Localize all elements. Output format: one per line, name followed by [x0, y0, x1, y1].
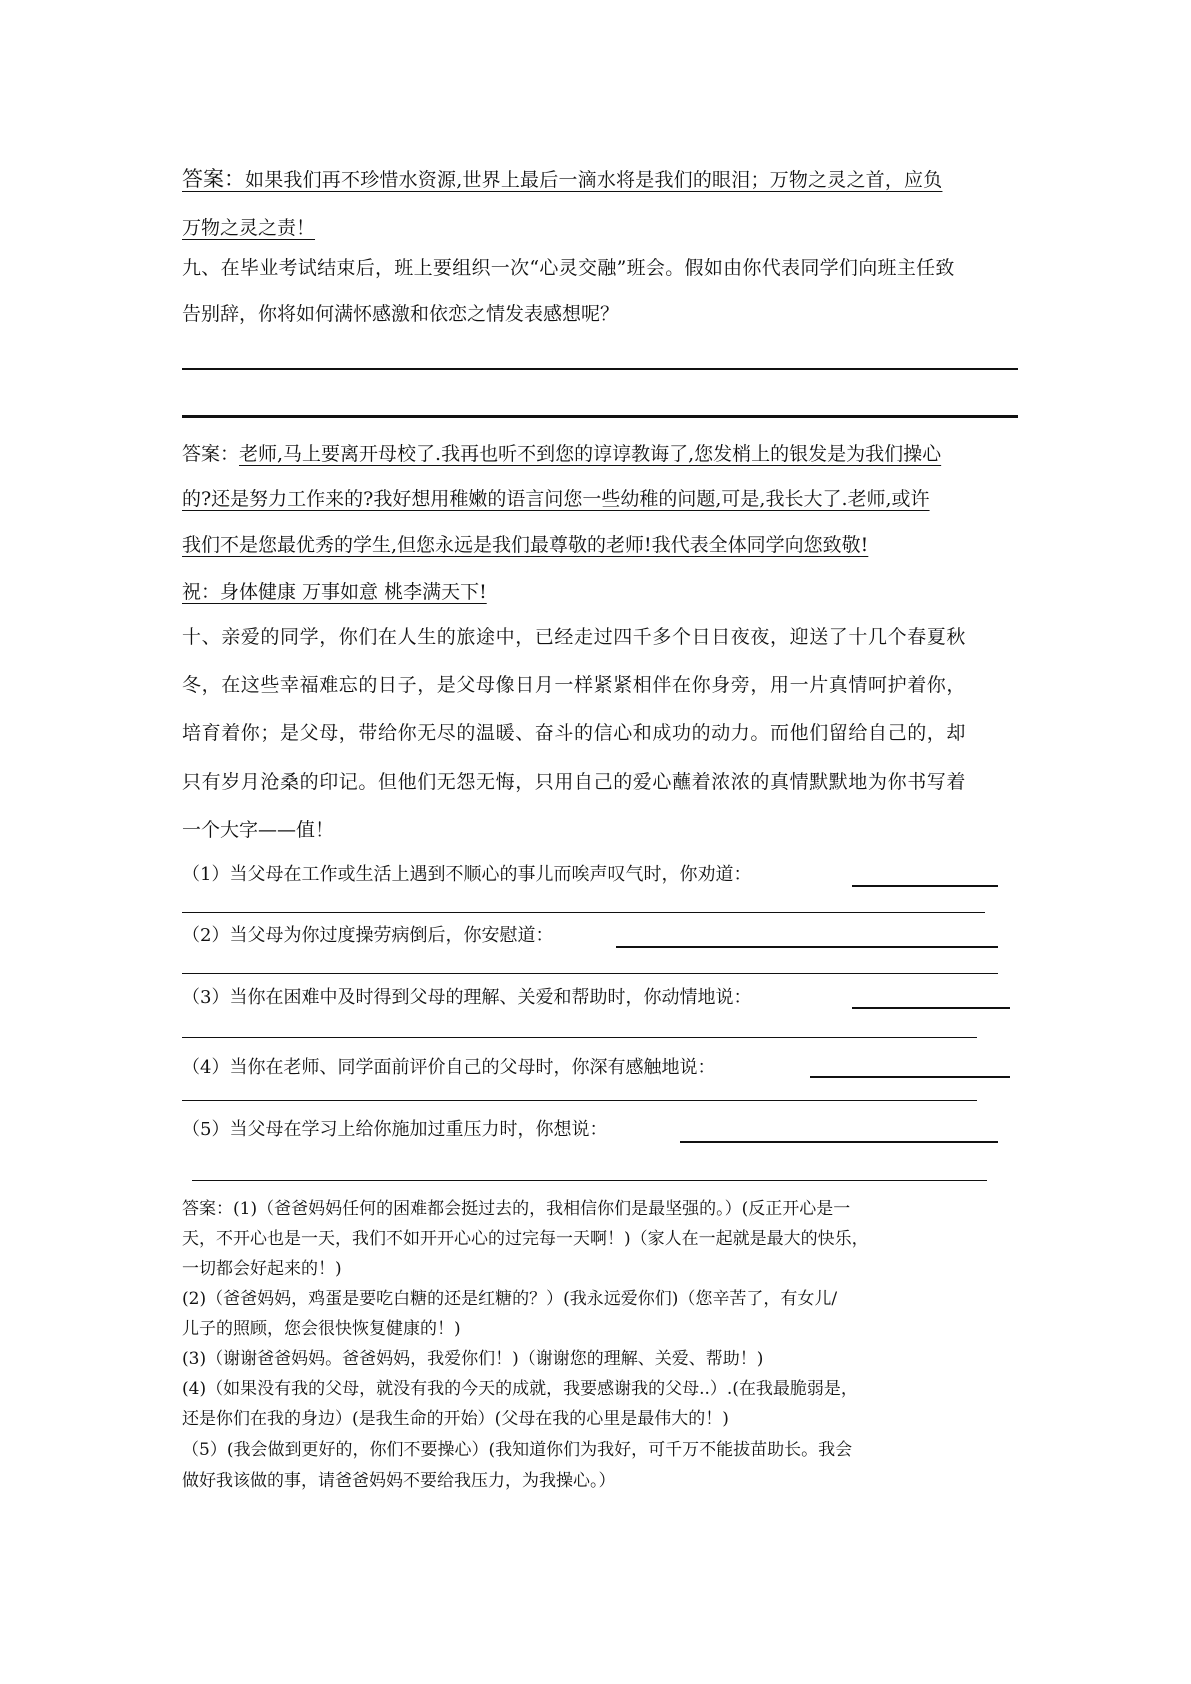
q9-line2: 告别辞，你将如何满怀感激和依恋之情发表感想呢？ [182, 303, 620, 325]
q10-item-3: （3）当你在困难中及时得到父母的理解、关爱和帮助时，你动情地说： [182, 987, 752, 1008]
answer10-line-8: 还是你们在我的身边）(是我生命的开始）(父母在我的心里是最伟大的！) [182, 1409, 729, 1429]
answer9-line2: 的?还是努力工作来的?我好想用稚嫩的语言问您一些幼稚的问题,可是,我长大了.老师,或许 [182, 488, 930, 510]
q10-line3: 培育着你；是父母，带给你无尽的温暖、奋斗的信心和成功的动力。而他们留给自己的，却 [182, 722, 967, 744]
q10-item-3-blank-a[interactable] [852, 1007, 1010, 1009]
answer10-line-9: （5）(我会做到更好的，你们不要操心）(我知道你们为我好，可千万不能拔苗助长。我会 [182, 1440, 853, 1460]
answer8-line1: 答案：如果我们再不珍惜水资源,世界上最后一滴水将是我们的眼泪；万物之灵之首，应负 [182, 167, 943, 191]
q10-item-2-blank-a[interactable] [616, 946, 998, 948]
q10-item-5-blank-a[interactable] [680, 1141, 998, 1143]
q9-line1: 九、在毕业考试结束后，班上要组织一次“心灵交融”班会。假如由你代表同学们向班主任致 [182, 257, 955, 279]
answer10-line-10: 做好我该做的事，请爸爸妈妈不要给我压力，为我操心。） [182, 1471, 616, 1491]
q10-item-4-blank-b[interactable] [182, 1100, 977, 1101]
q10-item-5: （5）当父母在学习上给你施加过重压力时，你想说： [182, 1119, 608, 1140]
q10-line4: 只有岁月沧桑的印记。但他们无怨无悔，只用自己的爱心蘸着浓浓的真情默默地为你书写着 [182, 771, 967, 793]
q9-answer-line-2 [182, 415, 1018, 418]
answer9-line4: 祝：身体健康 万事如意 桃李满天下! [182, 581, 487, 603]
q10-line1: 十、亲爱的同学，你们在人生的旅途中，已经走过四千多个日日夜夜，迎送了十几个春夏秋 [182, 626, 967, 648]
answer10-line-4: (2)（爸爸妈妈，鸡蛋是要吃白糖的还是红糖的？）(我永远爱你们)（您辛苦了，有女儿/ [182, 1289, 838, 1309]
q10-item-5-blank-b[interactable] [192, 1180, 987, 1181]
q10-item-4-blank-a[interactable] [810, 1076, 1010, 1078]
q10-item-1-blank-a[interactable] [852, 885, 998, 887]
q10-item-1: （1）当父母在工作或生活上遇到不顺心的事儿而唉声叹气时，你劝道： [182, 864, 752, 885]
answer10-line-1: 答案：(1)（爸爸妈妈任何的困难都会挺过去的，我相信你们是最坚强的。）(反正开心是一 [182, 1199, 851, 1219]
q10-item-2: （2）当父母为你过度操劳病倒后，你安慰道： [182, 925, 554, 946]
answer8-line2: 万物之灵之责！ [182, 217, 316, 239]
q9-answer-line-1 [182, 368, 1018, 370]
answer10-line-5: 儿子的照顾，您会很快恢复健康的！) [182, 1319, 461, 1339]
answer10-line-6: (3)（谢谢爸爸妈妈。爸爸妈妈，我爱你们！)（谢谢您的理解、关爱、帮助！) [182, 1349, 764, 1369]
answer10-line-2: 天，不开心也是一天，我们不如开开心心的过完每一天啊！)（家人在一起就是最大的快乐， [182, 1229, 869, 1249]
q10-item-2-blank-b[interactable] [182, 973, 998, 974]
answer-label: 答案： [182, 167, 245, 191]
q10-item-3-blank-b[interactable] [182, 1037, 977, 1038]
q10-item-4: （4）当你在老师、同学面前评价自己的父母时，你深有感触地说： [182, 1057, 716, 1078]
q10-item-1-blank-b[interactable] [182, 912, 985, 913]
answer9-line3: 我们不是您最优秀的学生,但您永远是我们最尊敬的老师!我代表全体同学向您致敬! [182, 534, 869, 556]
q10-line2: 冬，在这些幸福难忘的日子，是父母像日月一样紧紧相伴在你身旁，用一片真情呵护着你， [182, 674, 967, 696]
q10-line5: 一个大字——值！ [182, 819, 335, 841]
answer10-line-7: (4)（如果没有我的父母，就没有我的今天的成就，我要感谢我的父母..）.(在我最脆弱是， [182, 1379, 858, 1399]
answer10-line-3: 一切都会好起来的！) [182, 1259, 342, 1279]
answer9-line1: 答案：老师,马上要离开母校了.我再也听不到您的谆谆教诲了,您发梢上的银发是为我们操心 [182, 443, 942, 465]
